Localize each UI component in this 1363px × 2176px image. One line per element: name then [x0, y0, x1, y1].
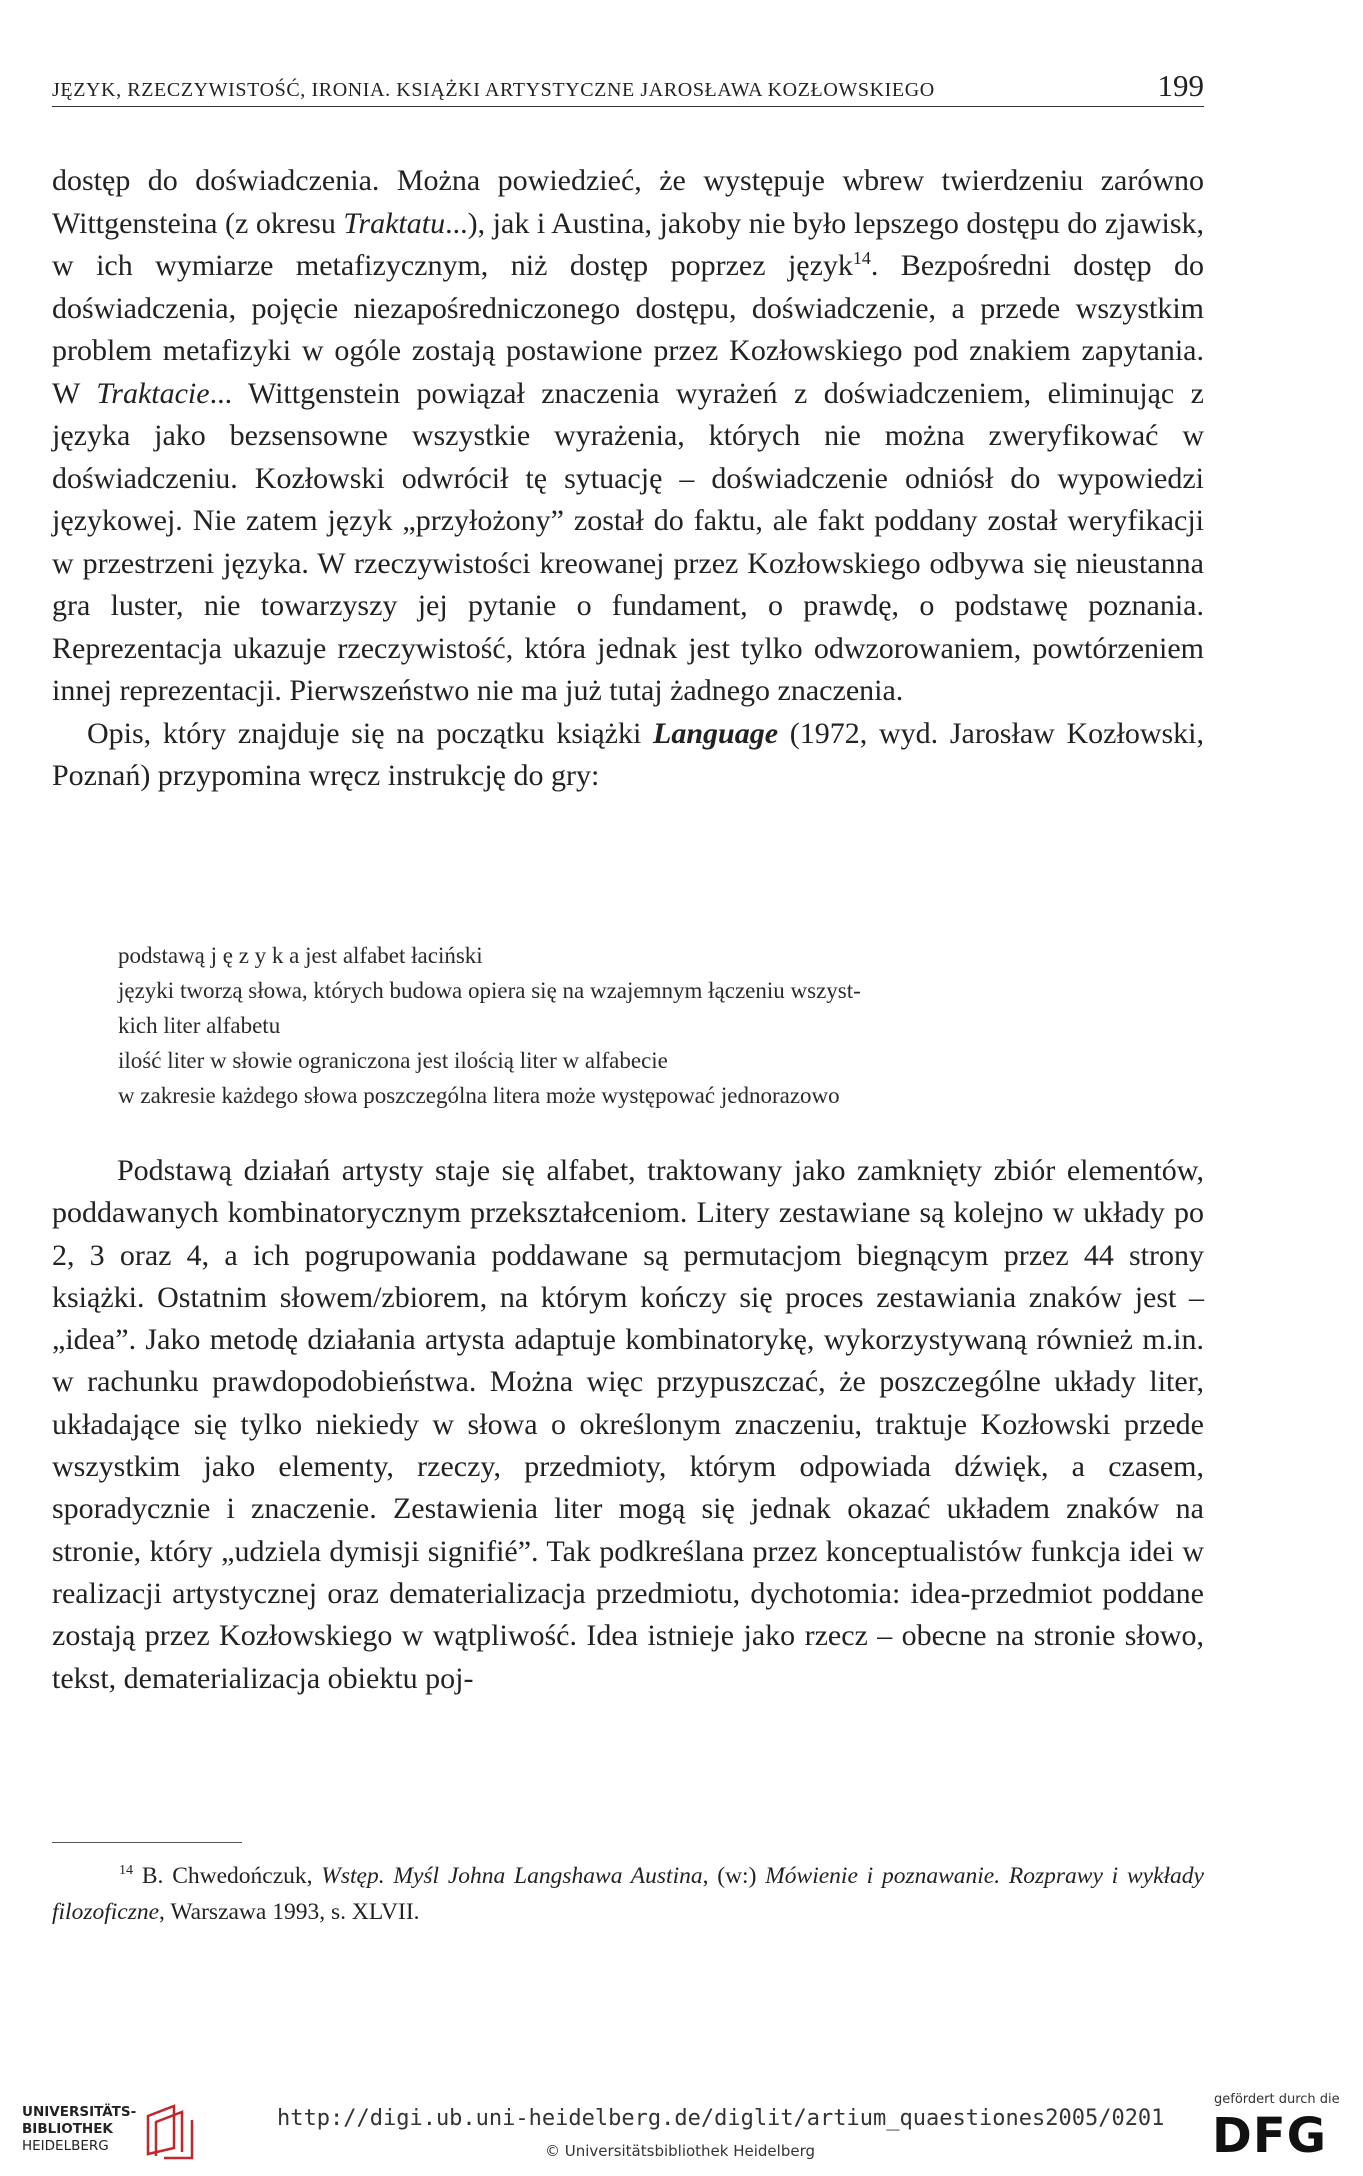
running-header	[52, 68, 1204, 107]
library-emblem-icon	[140, 2102, 200, 2160]
footnote-text: B. Chwedończuk,	[133, 1863, 322, 1889]
quote-line: kich liter alfabetu	[118, 1013, 281, 1038]
paragraph-2	[52, 713, 1204, 798]
paragraph-1-text: ...), jak i Austina, jakoby nie było lepszego dostępu do zjawisk, w ich wymiarze metafizycznym, niż dostęp poprzez język	[52, 206, 1204, 282]
footnote-book-title: Mówienie i poznawanie. Rozprawy i wykłady filozoficzne	[52, 1863, 1204, 1925]
title-traktatu: Traktatu	[343, 206, 446, 240]
block-quote	[118, 938, 1200, 1113]
library-name-line: BIBLIOTHEK	[22, 2121, 113, 2137]
running-title: JĘZYK, RZECZYWISTOŚĆ, IRONIA. KSIĄŻKI ARTYSTYCZNE JAROSŁAWA KOZŁOWSKIEGO	[52, 79, 935, 101]
quote-line: podstawą j ę z y k a jest alfabet łaciński	[118, 943, 483, 968]
paragraph-3: Podstawą działań artysty staje się alfabet, traktowany jako zamknięty zbiór elementów, poddawanych kombinatorycznym przekształceniom. Litery zestawiane są kolejno w układy po 2, 3 oraz 4, a ich pogrupowania poddawane są permutacjom biegnącym przez 44 strony książki. Ostatnim słowem/zbiorem, na którym kończy się proces zestawiania znaków jest – „idea”. Jako metodę działania artysta adaptuje kombinatorykę, wykorzystywaną również m.in. w rachunku prawdopodobieństwa. Można więc przypuszczać, że poszczególne układy liter, układające się tylko niekiedy w słowa o określonym znaczeniu, traktuje Kozłowski przede wszystkim jako elementy, rzeczy, przedmioty, którym odpowiada dźwięk, a czasem, sporadycznie i znaczenie. Zestawienia liter mogą się jednak okazać układem znaków na stronie, który „udziela dymisji signifié”. Tak podkreślana przez konceptualistów funkcja idei w realizacji artystycznej oraz dematerializacja przedmiotu, dychotomia: idea-przedmiot poddane zostają przez Kozłowskiego w wątpliwość. Idea istnieje jako rzecz – obecne na stronie słowo, tekst, dematerializacja obiektu poj-	[52, 1154, 1204, 1695]
book-title-language: Language	[653, 716, 779, 750]
main-text-top	[52, 160, 1204, 798]
paragraph-1	[52, 160, 1204, 713]
library-name-line: HEIDELBERG	[22, 2138, 109, 2154]
page-number: 199	[1157, 68, 1204, 103]
library-name-line: UNIVERSITÄTS-	[22, 2104, 137, 2120]
paragraph-2-text: (1972, wyd. Jarosław Kozłowski, Poznań) przypomina wręcz instrukcję do gry:	[52, 716, 1204, 792]
library-name	[22, 2104, 136, 2155]
funder-caption: gefördert durch die	[1214, 2092, 1340, 2107]
footnote-number: 14	[119, 1862, 134, 1879]
footnote-text: , Warszawa 1993, s. XLVII.	[159, 1899, 420, 1925]
library-logo[interactable]	[22, 2102, 272, 2162]
footnote-title: Wstęp. Myśl Johna Langshawa Austina	[321, 1863, 703, 1889]
paragraph-1-text: ... Wittgenstein powiązał znaczenia wyrażeń z doświadczeniem, eliminując z języka jako bezsensowne wszystkie wyrażenia, których nie można zweryfikować w doświadczeniu. Kozłowski odwrócił tę sytuację – doświadczenie odniósł do wypowiedzi językowej. Nie zatem język „przyłożony” został do faktu, ale fakt poddany został weryfikacji w przestrzeni języka. W rzeczywistości kreowanej przez Kozłowskiego odbywa się nieustanna gra luster, nie towarzyszy jej pytanie o fundament, o prawdę, o podstawę poznania. Reprezentacja ukazuje rzeczywistość, która jednak jest tylko odwzorowaniem, powtórzeniem innej reprezentacji. Pierwszeństwo nie ma już tutaj żadnego znaczenia.	[52, 376, 1204, 707]
source-url-link[interactable]: http://digi.ub.uni-heidelberg.de/diglit/artium_quaestiones2005/0201	[277, 2106, 1165, 2131]
footnote-reference[interactable]: 14	[852, 248, 871, 268]
copyright-notice: © Universitätsbibliothek Heidelberg	[545, 2142, 816, 2160]
dfg-wordmark: DFG	[1212, 2108, 1328, 2164]
quote-line: języki tworzą słowa, których budowa opiera się na wzajemnym łączeniu wszyst-	[118, 978, 861, 1003]
main-text-bottom	[52, 1150, 1204, 1700]
quote-line: ilość liter w słowie ograniczona jest ilością liter w alfabecie	[118, 1048, 668, 1073]
paragraph-2-text: Opis, który znajduje się na początku książki	[87, 716, 654, 750]
dfg-logo[interactable]	[1212, 2092, 1342, 2164]
footnote-divider	[52, 1842, 242, 1843]
digitization-footer	[0, 2082, 1363, 2176]
footnote-text: , (w:)	[702, 1863, 766, 1889]
paragraph-1-text: dostęp do doświadczenia. Można powiedzieć, że występuje wbrew twierdzeniu zarówno Wittgensteina (z okresu	[52, 164, 1204, 240]
title-traktacie: Traktacie	[96, 376, 210, 410]
paragraph-1-text: . Bezpośredni dostęp do doświadczenia, pojęcie niezapośredniczonego dostępu, doświadczenie, a przede wszystkim problem metafizyki w ogóle zostają postawione przez Kozłowskiego pod znakiem zapytania. W	[52, 249, 1205, 410]
footnote	[52, 1858, 1204, 1930]
quote-line: w zakresie każdego słowa poszczególna litera może występować jednorazowo	[118, 1083, 840, 1108]
